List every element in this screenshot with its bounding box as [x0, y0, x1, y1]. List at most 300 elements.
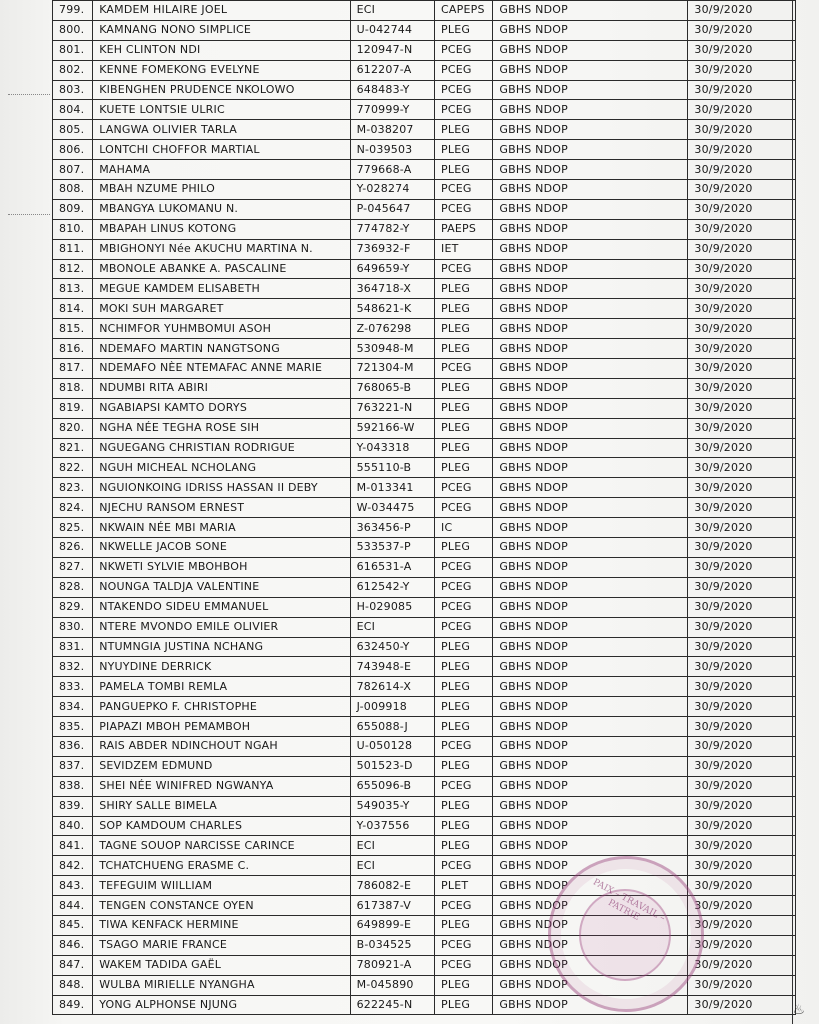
school-cell: GBHS NDOP — [493, 756, 688, 776]
row-number-cell: 800. — [53, 20, 93, 40]
school-cell: GBHS NDOP — [493, 736, 688, 756]
matricule-cell: 612542-Y — [350, 577, 434, 597]
row-number-cell: 823. — [53, 478, 93, 498]
school-cell: GBHS NDOP — [493, 557, 688, 577]
table-row — [53, 796, 796, 816]
matricule-cell: U-050128 — [350, 736, 434, 756]
grade-cell: PCEG — [435, 359, 493, 379]
effective-date-cell: 30/9/2020 — [688, 199, 796, 219]
grade-cell: PLEG — [435, 915, 493, 935]
school-cell: GBHS NDOP — [493, 80, 688, 100]
table-row — [53, 180, 796, 200]
staff-name-cell: NCHIMFOR YUHMBOMUI ASOH — [93, 319, 350, 339]
school-cell: GBHS NDOP — [493, 279, 688, 299]
school-cell: GBHS NDOP — [493, 915, 688, 935]
school-cell: GBHS NDOP — [493, 677, 688, 697]
grade-cell: PLEG — [435, 160, 493, 180]
matricule-cell: 555110-B — [350, 458, 434, 478]
row-number-cell: 805. — [53, 120, 93, 140]
school-cell: GBHS NDOP — [493, 60, 688, 80]
matricule-cell: 655088-J — [350, 717, 434, 737]
effective-date-cell: 30/9/2020 — [688, 378, 796, 398]
row-number-cell: 807. — [53, 160, 93, 180]
matricule-cell: 632450-Y — [350, 637, 434, 657]
matricule-cell: U-042744 — [350, 20, 434, 40]
row-number-cell: 818. — [53, 378, 93, 398]
matricule-cell: M-013341 — [350, 478, 434, 498]
table-row — [53, 160, 796, 180]
row-number-cell: 834. — [53, 697, 93, 717]
matricule-cell: 774782-Y — [350, 219, 434, 239]
row-number-cell: 845. — [53, 915, 93, 935]
school-cell: GBHS NDOP — [493, 637, 688, 657]
grade-cell: PLEG — [435, 697, 493, 717]
matricule-cell: 763221-N — [350, 398, 434, 418]
staff-name-cell: PIAPAZI MBOH PEMAMBOH — [93, 717, 350, 737]
grade-cell: PLEG — [435, 339, 493, 359]
row-number-cell: 825. — [53, 518, 93, 538]
effective-date-cell: 30/9/2020 — [688, 339, 796, 359]
grade-cell: PCEG — [435, 60, 493, 80]
staff-name-cell: TCHATCHUENG ERASME C. — [93, 856, 350, 876]
school-cell: GBHS NDOP — [493, 199, 688, 219]
staff-name-cell: LONTCHI CHOFFOR MARTIAL — [93, 140, 350, 160]
staff-name-cell: NJECHU RANSOM ERNEST — [93, 498, 350, 518]
table-row — [53, 677, 796, 697]
grade-cell: IC — [435, 518, 493, 538]
school-cell: GBHS NDOP — [493, 239, 688, 259]
staff-name-cell: SOP KAMDOUM CHARLES — [93, 816, 350, 836]
row-number-cell: 809. — [53, 199, 93, 219]
grade-cell: PAEPS — [435, 219, 493, 239]
row-number-cell: 836. — [53, 736, 93, 756]
staff-name-cell: KAMNANG NONO SIMPLICE — [93, 20, 350, 40]
staff-name-cell: TSAGO MARIE FRANCE — [93, 935, 350, 955]
table-row — [53, 637, 796, 657]
table-row — [53, 498, 796, 518]
row-number-cell: 824. — [53, 498, 93, 518]
grade-cell: PCEG — [435, 776, 493, 796]
school-cell: GBHS NDOP — [493, 577, 688, 597]
page-corner-mark-icon: ♨ — [792, 1002, 805, 1018]
staff-name-cell: NTAKENDO SIDEU EMMANUEL — [93, 597, 350, 617]
matricule-cell: W-034475 — [350, 498, 434, 518]
grade-cell: PCEG — [435, 100, 493, 120]
row-number-cell: 812. — [53, 259, 93, 279]
matricule-cell: 648483-Y — [350, 80, 434, 100]
matricule-cell: 721304-M — [350, 359, 434, 379]
table-row — [53, 896, 796, 916]
table-row — [53, 617, 796, 637]
grade-cell: PLET — [435, 876, 493, 896]
school-cell: GBHS NDOP — [493, 836, 688, 856]
matricule-cell: 530948-M — [350, 339, 434, 359]
row-number-cell: 847. — [53, 955, 93, 975]
school-cell: GBHS NDOP — [493, 339, 688, 359]
effective-date-cell: 30/9/2020 — [688, 557, 796, 577]
row-number-cell: 827. — [53, 557, 93, 577]
staff-name-cell: SHIRY SALLE BIMELA — [93, 796, 350, 816]
grade-cell: PLEG — [435, 398, 493, 418]
effective-date-cell: 30/9/2020 — [688, 876, 796, 896]
grade-cell: PCEG — [435, 955, 493, 975]
effective-date-cell: 30/9/2020 — [688, 896, 796, 916]
row-number-cell: 822. — [53, 458, 93, 478]
row-number-cell: 808. — [53, 180, 93, 200]
school-cell: GBHS NDOP — [493, 398, 688, 418]
grade-cell: PCEG — [435, 478, 493, 498]
effective-date-cell: 30/9/2020 — [688, 458, 796, 478]
grade-cell: PCEG — [435, 498, 493, 518]
grade-cell: PLEG — [435, 120, 493, 140]
matricule-cell: 549035-Y — [350, 796, 434, 816]
effective-date-cell: 30/9/2020 — [688, 279, 796, 299]
row-number-cell: 821. — [53, 438, 93, 458]
grade-cell: PLEG — [435, 20, 493, 40]
matricule-cell: 363456-P — [350, 518, 434, 538]
staff-name-cell: MBONOLE ABANKE A. PASCALINE — [93, 259, 350, 279]
staff-name-cell: MBANGYA LUKOMANU N. — [93, 199, 350, 219]
effective-date-cell: 30/9/2020 — [688, 955, 796, 975]
school-cell: GBHS NDOP — [493, 359, 688, 379]
matricule-cell: M-038207 — [350, 120, 434, 140]
matricule-cell: 501523-D — [350, 756, 434, 776]
row-number-cell: 838. — [53, 776, 93, 796]
table-row — [53, 359, 796, 379]
staff-name-cell: PAMELA TOMBI REMLA — [93, 677, 350, 697]
effective-date-cell: 30/9/2020 — [688, 617, 796, 637]
effective-date-cell: 30/9/2020 — [688, 995, 796, 1015]
table-row — [53, 199, 796, 219]
grade-cell: PLEG — [435, 756, 493, 776]
table-row — [53, 40, 796, 60]
effective-date-cell: 30/9/2020 — [688, 319, 796, 339]
grade-cell: PCEG — [435, 896, 493, 916]
effective-date-cell: 30/9/2020 — [688, 538, 796, 558]
staff-name-cell: NKWAIN NÉE MBI MARIA — [93, 518, 350, 538]
table-row — [53, 975, 796, 995]
school-cell: GBHS NDOP — [493, 796, 688, 816]
matricule-cell: 533537-P — [350, 538, 434, 558]
row-number-cell: 849. — [53, 995, 93, 1015]
margin-scribble — [8, 94, 50, 97]
school-cell: GBHS NDOP — [493, 378, 688, 398]
school-cell: GBHS NDOP — [493, 40, 688, 60]
school-cell: GBHS NDOP — [493, 498, 688, 518]
school-cell: GBHS NDOP — [493, 100, 688, 120]
school-cell: GBHS NDOP — [493, 617, 688, 637]
staff-name-cell: KIBENGHEN PRUDENCE NKOLOWO — [93, 80, 350, 100]
staff-name-cell: KENNE FOMEKONG EVELYNE — [93, 60, 350, 80]
staff-name-cell: NDUMBI RITA ABIRI — [93, 378, 350, 398]
effective-date-cell: 30/9/2020 — [688, 736, 796, 756]
staff-name-cell: SHEI NÉE WINIFRED NGWANYA — [93, 776, 350, 796]
school-cell: GBHS NDOP — [493, 538, 688, 558]
school-cell: GBHS NDOP — [493, 20, 688, 40]
table-row — [53, 816, 796, 836]
row-number-cell: 817. — [53, 359, 93, 379]
school-cell: GBHS NDOP — [493, 856, 688, 876]
row-number-cell: 833. — [53, 677, 93, 697]
matricule-cell: J-009918 — [350, 697, 434, 717]
table-row — [53, 876, 796, 896]
staff-name-cell: WULBA MIRIELLE NYANGHA — [93, 975, 350, 995]
effective-date-cell: 30/9/2020 — [688, 756, 796, 776]
grade-cell: PLEG — [435, 657, 493, 677]
table-row — [53, 557, 796, 577]
grade-cell: PLEG — [435, 438, 493, 458]
matricule-cell: H-029085 — [350, 597, 434, 617]
row-number-cell: 842. — [53, 856, 93, 876]
row-number-cell: 815. — [53, 319, 93, 339]
matricule-cell: 782614-X — [350, 677, 434, 697]
grade-cell: PCEG — [435, 199, 493, 219]
matricule-cell: ECI — [350, 836, 434, 856]
effective-date-cell: 30/9/2020 — [688, 935, 796, 955]
table-row — [53, 736, 796, 756]
staff-name-cell: NGUH MICHEAL NCHOLANG — [93, 458, 350, 478]
grade-cell: PLEG — [435, 995, 493, 1015]
school-cell: GBHS NDOP — [493, 975, 688, 995]
table-row — [53, 418, 796, 438]
row-number-cell: 843. — [53, 876, 93, 896]
grade-cell: PLEG — [435, 717, 493, 737]
school-cell: GBHS NDOP — [493, 478, 688, 498]
row-number-cell: 801. — [53, 40, 93, 60]
row-number-cell: 816. — [53, 339, 93, 359]
grade-cell: PCEG — [435, 80, 493, 100]
school-cell: GBHS NDOP — [493, 697, 688, 717]
grade-cell: PLEG — [435, 538, 493, 558]
school-cell: GBHS NDOP — [493, 418, 688, 438]
effective-date-cell: 30/9/2020 — [688, 915, 796, 935]
matricule-cell: 616531-A — [350, 557, 434, 577]
school-cell: GBHS NDOP — [493, 219, 688, 239]
staff-name-cell: MAHAMA — [93, 160, 350, 180]
grade-cell: PCEG — [435, 736, 493, 756]
effective-date-cell: 30/9/2020 — [688, 219, 796, 239]
effective-date-cell: 30/9/2020 — [688, 160, 796, 180]
school-cell: GBHS NDOP — [493, 299, 688, 319]
school-cell: GBHS NDOP — [493, 160, 688, 180]
staff-name-cell: NKWETI SYLVIE MBOHBOH — [93, 557, 350, 577]
grade-cell: PLEG — [435, 140, 493, 160]
staff-name-cell: NOUNGA TALDJA VALENTINE — [93, 577, 350, 597]
row-number-cell: 819. — [53, 398, 93, 418]
table-row — [53, 915, 796, 935]
matricule-cell: B-034525 — [350, 935, 434, 955]
effective-date-cell: 30/9/2020 — [688, 518, 796, 538]
grade-cell: PCEG — [435, 180, 493, 200]
matricule-cell: 736932-F — [350, 239, 434, 259]
school-cell: GBHS NDOP — [493, 319, 688, 339]
staff-name-cell: NGUIONKOING IDRISS HASSAN II DEBY — [93, 478, 350, 498]
matricule-cell: Y-028274 — [350, 180, 434, 200]
school-cell: GBHS NDOP — [493, 597, 688, 617]
staff-name-cell: KUETE LONTSIE ULRIC — [93, 100, 350, 120]
staff-name-cell: TAGNE SOUOP NARCISSE CARINCE — [93, 836, 350, 856]
matricule-cell: Y-037556 — [350, 816, 434, 836]
grade-cell: PCEG — [435, 40, 493, 60]
staff-name-cell: MBAH NZUME PHILO — [93, 180, 350, 200]
staff-name-cell: NDEMAFO NÈE NTEMAFAC ANNE MARIE — [93, 359, 350, 379]
row-number-cell: 846. — [53, 935, 93, 955]
row-number-cell: 828. — [53, 577, 93, 597]
effective-date-cell: 30/9/2020 — [688, 299, 796, 319]
table-row — [53, 140, 796, 160]
staff-name-cell: RAIS ABDER NDINCHOUT NGAH — [93, 736, 350, 756]
effective-date-cell: 30/9/2020 — [688, 140, 796, 160]
table-row — [53, 60, 796, 80]
effective-date-cell: 30/9/2020 — [688, 100, 796, 120]
effective-date-cell: 30/9/2020 — [688, 498, 796, 518]
grade-cell: PLEG — [435, 458, 493, 478]
effective-date-cell: 30/9/2020 — [688, 856, 796, 876]
table-row — [53, 438, 796, 458]
staff-name-cell: TENGEN CONSTANCE OYEN — [93, 896, 350, 916]
staff-posting-table — [52, 0, 796, 1015]
school-cell: GBHS NDOP — [493, 995, 688, 1015]
table-row — [53, 518, 796, 538]
row-number-cell: 840. — [53, 816, 93, 836]
effective-date-cell: 30/9/2020 — [688, 975, 796, 995]
school-cell: GBHS NDOP — [493, 717, 688, 737]
row-number-cell: 837. — [53, 756, 93, 776]
grade-cell: PLEG — [435, 299, 493, 319]
staff-name-cell: TIWA KENFACK HERMINE — [93, 915, 350, 935]
matricule-cell: 364718-X — [350, 279, 434, 299]
grade-cell: PCEG — [435, 856, 493, 876]
grade-cell: PCEG — [435, 577, 493, 597]
school-cell: GBHS NDOP — [493, 518, 688, 538]
table-row — [53, 319, 796, 339]
matricule-cell: 649659-Y — [350, 259, 434, 279]
effective-date-cell: 30/9/2020 — [688, 398, 796, 418]
margin-scribble — [8, 214, 50, 217]
grade-cell: PLEG — [435, 378, 493, 398]
effective-date-cell: 30/9/2020 — [688, 796, 796, 816]
effective-date-cell: 30/9/2020 — [688, 20, 796, 40]
school-cell: GBHS NDOP — [493, 935, 688, 955]
table-row — [53, 80, 796, 100]
table-row — [53, 856, 796, 876]
table-row — [53, 279, 796, 299]
staff-name-cell: WAKEM TADIDA GAËL — [93, 955, 350, 975]
table-row — [53, 120, 796, 140]
school-cell: GBHS NDOP — [493, 955, 688, 975]
row-number-cell: 848. — [53, 975, 93, 995]
school-cell: GBHS NDOP — [493, 776, 688, 796]
table-row — [53, 100, 796, 120]
matricule-cell: 622245-N — [350, 995, 434, 1015]
effective-date-cell: 30/9/2020 — [688, 40, 796, 60]
grade-cell: PCEG — [435, 935, 493, 955]
matricule-cell: 612207-A — [350, 60, 434, 80]
row-number-cell: 813. — [53, 279, 93, 299]
staff-name-cell: NGABIAPSI KAMTO DORYS — [93, 398, 350, 418]
table-row — [53, 697, 796, 717]
table-row — [53, 398, 796, 418]
table-row — [53, 995, 796, 1015]
matricule-cell: 655096-B — [350, 776, 434, 796]
table-row — [53, 219, 796, 239]
matricule-cell: ECI — [350, 617, 434, 637]
table-row — [53, 955, 796, 975]
effective-date-cell: 30/9/2020 — [688, 120, 796, 140]
row-number-cell: 830. — [53, 617, 93, 637]
effective-date-cell: 30/9/2020 — [688, 816, 796, 836]
grade-cell: PLEG — [435, 796, 493, 816]
effective-date-cell: 30/9/2020 — [688, 239, 796, 259]
staff-name-cell: NKWELLE JACOB SONE — [93, 538, 350, 558]
school-cell: GBHS NDOP — [493, 438, 688, 458]
grade-cell: PLEG — [435, 279, 493, 299]
grade-cell: PLEG — [435, 816, 493, 836]
staff-name-cell: MBAPAH LINUS KOTONG — [93, 219, 350, 239]
school-cell: GBHS NDOP — [493, 876, 688, 896]
staff-name-cell: NGHA NÉE TEGHA ROSE SIH — [93, 418, 350, 438]
grade-cell: PCEG — [435, 259, 493, 279]
matricule-cell: ECI — [350, 1, 434, 21]
matricule-cell: M-045890 — [350, 975, 434, 995]
school-cell: GBHS NDOP — [493, 816, 688, 836]
matricule-cell: 617387-V — [350, 896, 434, 916]
effective-date-cell: 30/9/2020 — [688, 577, 796, 597]
matricule-cell: 548621-K — [350, 299, 434, 319]
table-row — [53, 339, 796, 359]
staff-name-cell: LANGWA OLIVIER TARLA — [93, 120, 350, 140]
matricule-cell: P-045647 — [350, 199, 434, 219]
grade-cell: PLEG — [435, 677, 493, 697]
staff-name-cell: KAMDEM HILAIRE JOEL — [93, 1, 350, 21]
matricule-cell: 743948-E — [350, 657, 434, 677]
staff-name-cell: NDEMAFO MARTIN NANGTSONG — [93, 339, 350, 359]
effective-date-cell: 30/9/2020 — [688, 677, 796, 697]
effective-date-cell: 30/9/2020 — [688, 717, 796, 737]
row-number-cell: 802. — [53, 60, 93, 80]
row-number-cell: 820. — [53, 418, 93, 438]
grade-cell: CAPEPS — [435, 1, 493, 21]
matricule-cell: Y-043318 — [350, 438, 434, 458]
table-row — [53, 836, 796, 856]
staff-name-cell: NTUMNGIA JUSTINA NCHANG — [93, 637, 350, 657]
table-row — [53, 378, 796, 398]
staff-name-cell: MOKI SUH MARGARET — [93, 299, 350, 319]
table-row — [53, 776, 796, 796]
table-row — [53, 597, 796, 617]
matricule-cell: N-039503 — [350, 140, 434, 160]
table-row — [53, 657, 796, 677]
grade-cell: PLEG — [435, 975, 493, 995]
school-cell: GBHS NDOP — [493, 120, 688, 140]
school-cell: GBHS NDOP — [493, 1, 688, 21]
grade-cell: PLEG — [435, 836, 493, 856]
effective-date-cell: 30/9/2020 — [688, 60, 796, 80]
school-cell: GBHS NDOP — [493, 140, 688, 160]
effective-date-cell: 30/9/2020 — [688, 418, 796, 438]
row-number-cell: 803. — [53, 80, 93, 100]
row-number-cell: 811. — [53, 239, 93, 259]
grade-cell: PLEG — [435, 319, 493, 339]
matricule-cell: 770999-Y — [350, 100, 434, 120]
row-number-cell: 832. — [53, 657, 93, 677]
row-number-cell: 829. — [53, 597, 93, 617]
grade-cell: IET — [435, 239, 493, 259]
table-row — [53, 538, 796, 558]
school-cell: GBHS NDOP — [493, 657, 688, 677]
effective-date-cell: 30/9/2020 — [688, 637, 796, 657]
table-row — [53, 756, 796, 776]
